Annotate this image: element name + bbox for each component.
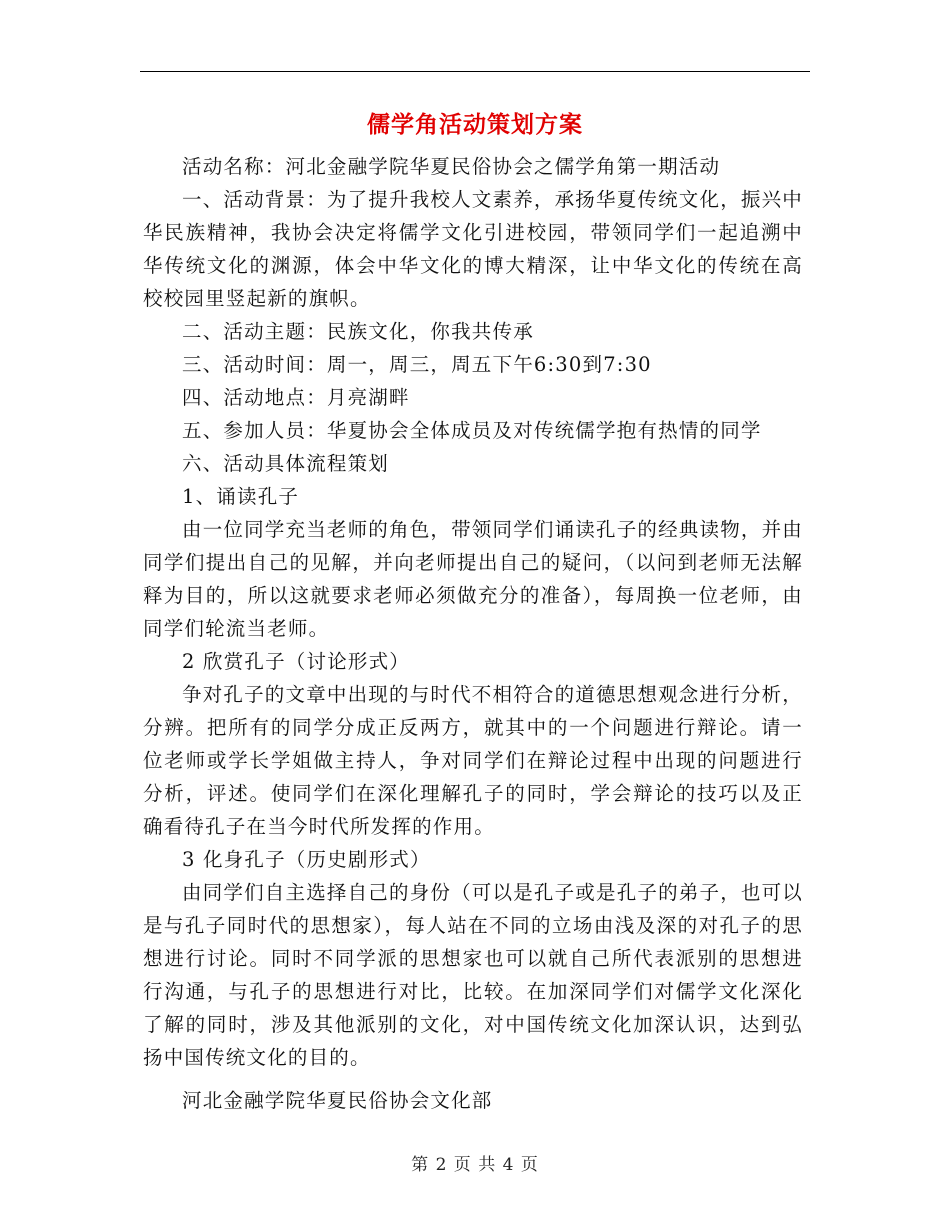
process-heading: 六、活动具体流程策划 — [182, 452, 390, 475]
section-2-paragraph: 争对孔子的文章中出现的与时代不相符合的道德思想观念进行分析，分辨。把所有的同学分成正反两方，就其中的一个问题进行辩论。请一位老师或学长学姐做主持人，争对同学们在辩论过程中出现的问题进行分析，评述。使同学们在深化理解孔子的同时，学会辩论的技巧以及正确看待孔子在当今时代所发挥的作用。 — [143, 683, 804, 838]
header-rule — [140, 71, 810, 72]
activity-name-paragraph: 活动名称：河北金融学院华夏民俗协会之儒学角第一期活动 — [182, 155, 721, 178]
section-1-paragraph: 由一位同学充当老师的角色，带领同学们诵读孔子的经典读物，并由同学们提出自己的见解，并向老师提出自己的疑问，（以问到老师无法解释为目的，所以这就要求老师必须做充分的准备），每周换一位老师，由同学们轮流当老师。 — [143, 518, 804, 640]
background-paragraph: 一、活动背景：为了提升我校人文素养，承扬华夏传统文化，振兴中华民族精神，我协会决定将儒学文化引进校园，带领同学们一起追溯中华传统文化的渊源，体会中华文化的博大精深，让中华文化的传统在高校校园里竖起新的旗帜。 — [143, 188, 804, 310]
section-3-heading: 3 化身孔子（历史剧形式） — [182, 848, 431, 871]
section-2-heading: 2 欣赏孔子（讨论形式） — [182, 650, 411, 673]
location-paragraph: 四、活动地点：月亮湖畔 — [182, 386, 410, 409]
section-3-paragraph: 由同学们自主选择自己的身份（可以是孔子或是孔子的弟子，也可以是与孔子同时代的思想家），每人站在不同的立场由浅及深的对孔子的思想进行讨论。同时不同学派的思想家也可以就自己所代表派别的思想进行沟通，与孔子的思想进行对比，比较。在加深同学们对儒学文化深化了解的同时，涉及其他派别的文化，对中国传统文化加深认识，达到弘扬中国传统文化的目的。 — [143, 881, 804, 1069]
time-paragraph: 三、活动时间：周一，周三，周五下午6:30到7:30 — [182, 353, 652, 376]
theme-paragraph: 二、活动主题：民族文化，你我共传承 — [182, 320, 534, 343]
page-number-footer: 第 2 页 共 4 页 — [411, 1155, 539, 1175]
participants-paragraph: 五、参加人员：华夏协会全体成员及对传统儒学抱有热情的同学 — [182, 419, 762, 442]
signature-line: 河北金融学院华夏民俗协会文化部 — [182, 1089, 493, 1112]
document-body — [143, 150, 803, 1117]
section-1-heading: 1、诵读孔子 — [182, 485, 300, 508]
document-title: 儒学角活动策划方案 — [367, 111, 583, 138]
